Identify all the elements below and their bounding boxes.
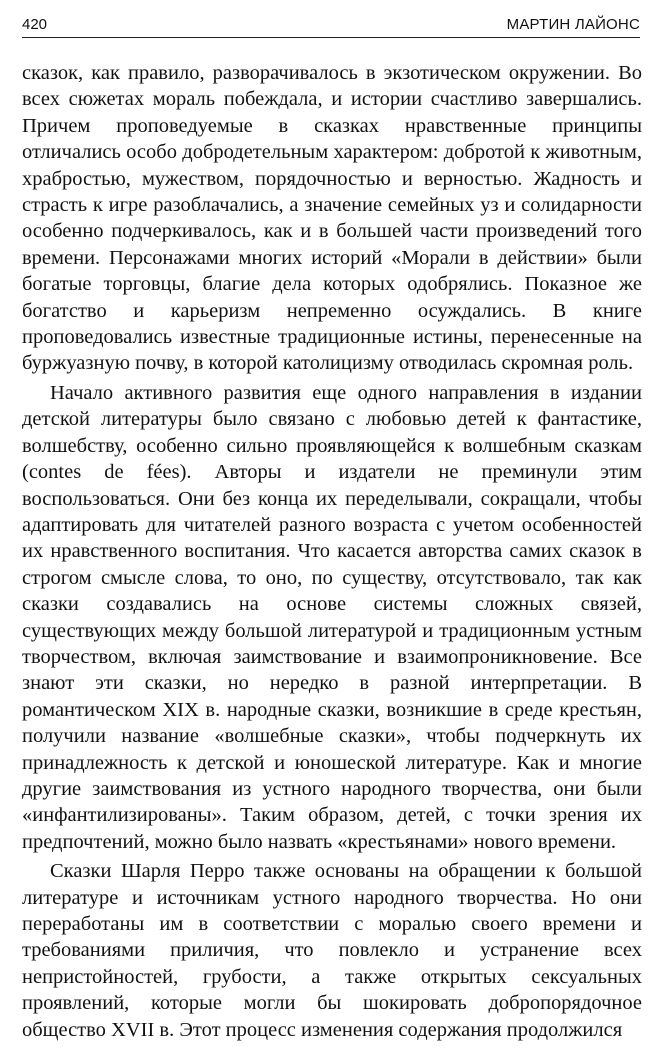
paragraph-1: сказок, как правило, разворачивалось в экзотическом окружении. Во всех сюжетах мораль побеждала, и истории счастливо завершались. Причем проповедуемые в сказках нравственные принципы отличались особо добродетельным характером: добротой к животным, храбростью, мужеством, порядочностью и верностью. Жадность и страсть к игре разоблачались, а значение семейных уз и солидарности особенно подчеркивалось, как и в большей части произведений того времени. Персонажами многих историй «Морали в действии» были богатые торговцы, благие дела которых одобрялись. Показное же богатство и карьеризм непременно осуждались. В книге проповедовались известные традиционные истины, перенесенные на буржуазную почву, в которой католицизму отводилась скромная роль. [22, 62, 642, 375]
body-text [22, 60, 642, 1043]
running-header [22, 14, 640, 36]
page-number: 420 [22, 16, 48, 33]
running-title: МАРТИН ЛАЙОНС [506, 16, 640, 33]
paragraph-3: Сказки Шарля Перро также основаны на обращении к большой литературе и источникам устного народного творчества. Но они переработаны им в соответствии с моралью своего времени и требованиями приличия, что повлекло и устранение всех непристойностей, грубости, а также открытых сексуальных проявлений, которые могли бы шокировать добропорядочное общество XVII в. Этот процесс изменения содержания продолжился [22, 860, 642, 1041]
header-rule [22, 37, 640, 38]
paragraph-2: Начало активного развития еще одного направления в издании детской литературы было связано с любовью детей к фантастике, волшебству, особенно сильно проявляющейся к волшебным сказкам (contes de fées). Авторы и издатели не преминули этим воспользоваться. Они без конца их переделывали, сокращали, чтобы адаптировать для читателей разного возраста с учетом особенностей их нравственного воспитания. Что касается авторства самих сказок в строгом смысле слова, то оно, по существу, отсутствовало, так как сказки создавались на основе системы сложных связей, существующих между большой литературой и традиционным устным творчеством, включая заимствование и взаимопроникновение. Все знают эти сказки, но нередко в разной интерпретации. В романтическом XIX в. народные сказки, возникшие в среде крестьян, получили название «волшебные сказки», чтобы подчеркнуть их принадлежность к детской и юношеской литературе. Как и многие другие заимствования из устного народного творчества, они были «инфантилизированы». Таким образом, детей, с точки зрения их предпочтений, можно было назвать «крестьянами» нового времени. [22, 381, 642, 853]
